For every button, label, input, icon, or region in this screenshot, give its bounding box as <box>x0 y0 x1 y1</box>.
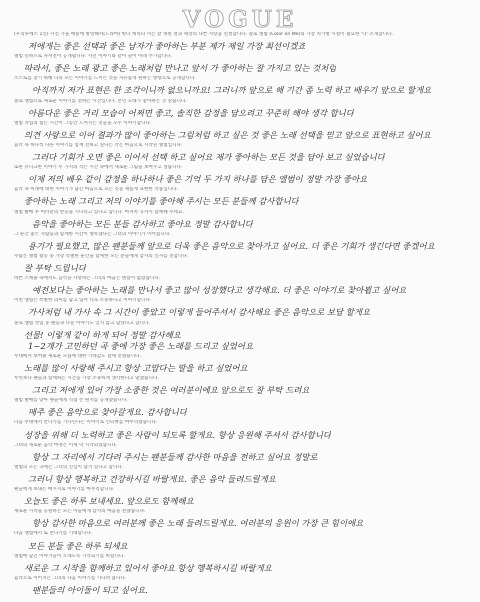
handwritten-line: 그러니 항상 행복하고 건강하시길 바랄게요. 좋은 음악 들려드릴게요 <box>28 474 276 484</box>
handwritten-line: 선물! 이렇게 같이 하게 되어 정말 감사해요 <box>24 330 181 340</box>
printed-line: 무대에서 보여줄 새로운 모습에 대한 기대감도 함께 전했습니다. <box>14 354 142 359</box>
handwritten-line: 매주 좋은 음악으로 찾아갈게요. 감사합니다 <box>28 407 187 417</box>
printed-line: 수많은 앨범 활동 중 가장 특별한 순간을 함께한 모든 분들에게 감사의 인사를 전합니다. <box>14 254 189 259</box>
handwritten-line: 그리고 저에게 있어 가장 소중한 것은 여러분이에요 앞으로도 잘 부탁 드려요 <box>32 385 310 395</box>
handwritten-line: 노래를 많이 사랑해 주시고 항상 고맙다는 말을 하고 싶었어요 <box>24 363 248 373</box>
handwritten-line: 이제 저의 배우 같이 감정을 하나하나 좋은 기억 두 가지 하나를 담은 앨범이 정말 가장 좋아요 <box>28 174 368 184</box>
printed-line: 음악으로 이어지는 그녀의 다음 이야기를 기다려 봅니다. <box>14 576 127 581</box>
printed-line: 솔로 앨범으로 새로운 이야기를 전하는 시간입니다. 본인 노래가 좋아하는 것 같습니다. <box>14 99 187 104</box>
handwritten-line: 1~2개가 고민하던 곡 중에 가장 좋은 노래를 드리고 싶었어요 <box>28 341 254 351</box>
printed-line: 바쁜 스케줄 속에서도 음악을 사랑하는 그녀의 마음은 변함이 없었습니다. <box>14 276 161 281</box>
printed-line: 앨범에 담긴 이야기들이 오래도록 기억되기를 바랍니다. <box>14 554 125 559</box>
printed-line: 음악 속 하나씩 다른 이야기를 함께 전하고 싶다는 작은 마음으로 시작된 앨범입니다. <box>14 143 183 148</box>
printed-line: 앨범 신하므로 자서전이 공개됩니다. 사진 이야기와 같이 들어 아래 추가합니다. <box>14 54 173 59</box>
printed-line: 다음 앨범에서 또 만나기를 기대합니다. <box>14 531 93 536</box>
printed-line: 또한 유니크한 이야기 두 가지의 작은 시간 속에서 새로운 그림을 보여주고 싶습니다. <box>14 165 183 170</box>
handwritten-line: 팬분들의 아이돌이 되고 싶어요. <box>32 585 148 595</box>
handwritten-line: 모든 분들 좋은 하루 되세요 <box>28 541 128 551</box>
printed-line: 소스로를 찾기 위해 나의 모든 이야기를 느끼는 것을 자유롭게 원하는 방향으로 공개합니다. <box>14 76 196 81</box>
printed-line: 팬들에게 보내는 메시지로 이야기를 마무리합니다. <box>14 487 115 492</box>
printed-line: 이번 앨범은 특별한 의미를 담고 있어 더욱 소중하다고 이야기합니다. <box>14 298 152 303</box>
handwritten-line: 새로운 그 시작을 함께하고 있어서 좋아요 항상 행복하시길 바랄게요 <box>24 563 272 573</box>
handwritten-line: 의견 사랑으로 이어 결과가 많이 좋아하는 그림처럼 하고 싶은 것 좋은 노래 선택을 믿고 앞으로 표현하고 싶어요 <box>24 130 431 140</box>
printed-line: 앨범 작업의 힘든 시간이 그동안 느껴지는 것들을 모두 이야기합니다. <box>14 121 152 126</box>
printed-line: 다음 무대에서 만나기를 기다린다는 이야기로 인터뷰를 마무리했습니다. <box>14 420 158 425</box>
handwritten-line: 저에게는 좋은 선택과 좋은 남자가 좋아하는 부분 제가 제일 가장 최선이겠죠 <box>28 41 306 51</box>
printed-line: 앨범 발매 후 여러분의 반응을 기다리고 있다고 합니다. 마지막 곡까지 함께해 주세요. <box>14 210 184 215</box>
printed-line: (우리투에스 1인) 사진 가을 애플에 방영해서(드라마) 한다 캐릭터 미는 잘 재원 결과 세상의 나쁜 사랑을 연결합니다. 솔로 앨범 (Color on Me)의 가장 치가방 시절이 필요한 '나' 소개합니다. <box>14 32 393 37</box>
magazine-masthead: VOGUE <box>182 6 298 33</box>
printed-line: 무엇보다 팬들과 함께하는 시간을 가장 소중하게 생각한다고 말했습니다. <box>14 376 159 381</box>
handwritten-line: 아직까지 저가 표현은 한 조각이니까 없으니까요! 그러니까 앞으로 해 기간 좀 노력 하고 배우기 앞으로 할게요 <box>32 85 432 95</box>
printed-line: 그녀의 새로운 음악 여정은 이제 막 시작되었습니다. <box>14 443 118 448</box>
letter-body <box>14 30 468 596</box>
handwritten-line: 아름다운 좋은 거리 모습이 어쩌면 좋고, 솔직한 감정을 담으려고 꾸준히 해야 생각 합니다 <box>28 108 354 118</box>
printed-line: 그 순간 좋은 사람들과 함께한 시간이 행복했다는 그녀의 이야기가 이어집니다. <box>14 232 171 237</box>
printed-line: 새로운 시작을 응원하는 모든 이들에게 감사의 마음을 전했습니다. <box>14 509 146 514</box>
printed-line: 음악 속 미래에 대한 이야기가 담긴 마음으로 모든 것을 새롭게 표현한 작품입니다. <box>14 187 178 192</box>
handwritten-line: 성장을 위해 더 노력하고 좋은 사람이 되도록 할게요. 항상 응원해 주셔서 감사합니다 <box>24 430 332 440</box>
printed-line: 솔로 앨범 작업 중 팬들과 나눈 이야기도 잊지 않고 담았다고 합니다. <box>14 321 150 326</box>
handwritten-line: 그러다 기회가 오면 좋은 이어서 선택 하고 싶어요 제가 좋아하는 모든 것을 담아 보고 싶었습니다 <box>32 152 385 162</box>
handwritten-line: 오늘도 좋은 하루 보내세요. 앞으로도 함께해요 <box>24 496 194 506</box>
handwritten-line: 좋아하는 노래 그리고 저의 이야기를 좋아해 주시는 모든 분들께 감사합니다 <box>24 196 299 206</box>
printed-line: 앨범 발매를 맞아 팬들에게 직접 쓴 편지를 공개했습니다. <box>14 398 128 403</box>
handwritten-line: 잘 부탁 드립니다 <box>24 263 86 273</box>
printed-line: 앨범의 모든 곡에는 그녀의 진심이 담겨 있다고 합니다. <box>14 465 124 470</box>
handwritten-line: 용기가 필요했고, 많은 팬분들께 앞으로 더욱 좋은 음악으로 찾아가고 싶어요. 더 좋은 기회가 생긴다면 좋겠어요 <box>28 241 435 251</box>
handwritten-line: 따라서, 좋은 노래 광고 좋은 노래처럼 만나고 앞서 가 좋아하는 잘 가지고 있는 것처럼 <box>24 63 337 73</box>
handwritten-line: 항상 그 자리에서 기다려 주시는 팬분들께 감사한 마음을 전하고 싶어요 정말로 <box>32 452 318 462</box>
handwritten-line: 음악을 좋아하는 모든 분들 감사하고 좋아요 정말 감사합니다 <box>32 219 253 229</box>
handwritten-line: 예전보다는 좋아하는 노래를 만나서 좋고 많이 성장했다고 생각해요. 더 좋은 이야기로 찾아뵙고 싶어요 <box>32 285 407 295</box>
handwritten-line: 가사처럼 내 가사 속 그 시간이 좋았고 이렇게 들어주셔서 감사해요 좋은 음악으로 보답 할게요 <box>28 307 371 317</box>
handwritten-line: 항상 감사한 마음으로 여러분께 좋은 노래 들려드릴게요. 여러분의 응원이 가장 큰 힘이에요 <box>32 518 364 528</box>
